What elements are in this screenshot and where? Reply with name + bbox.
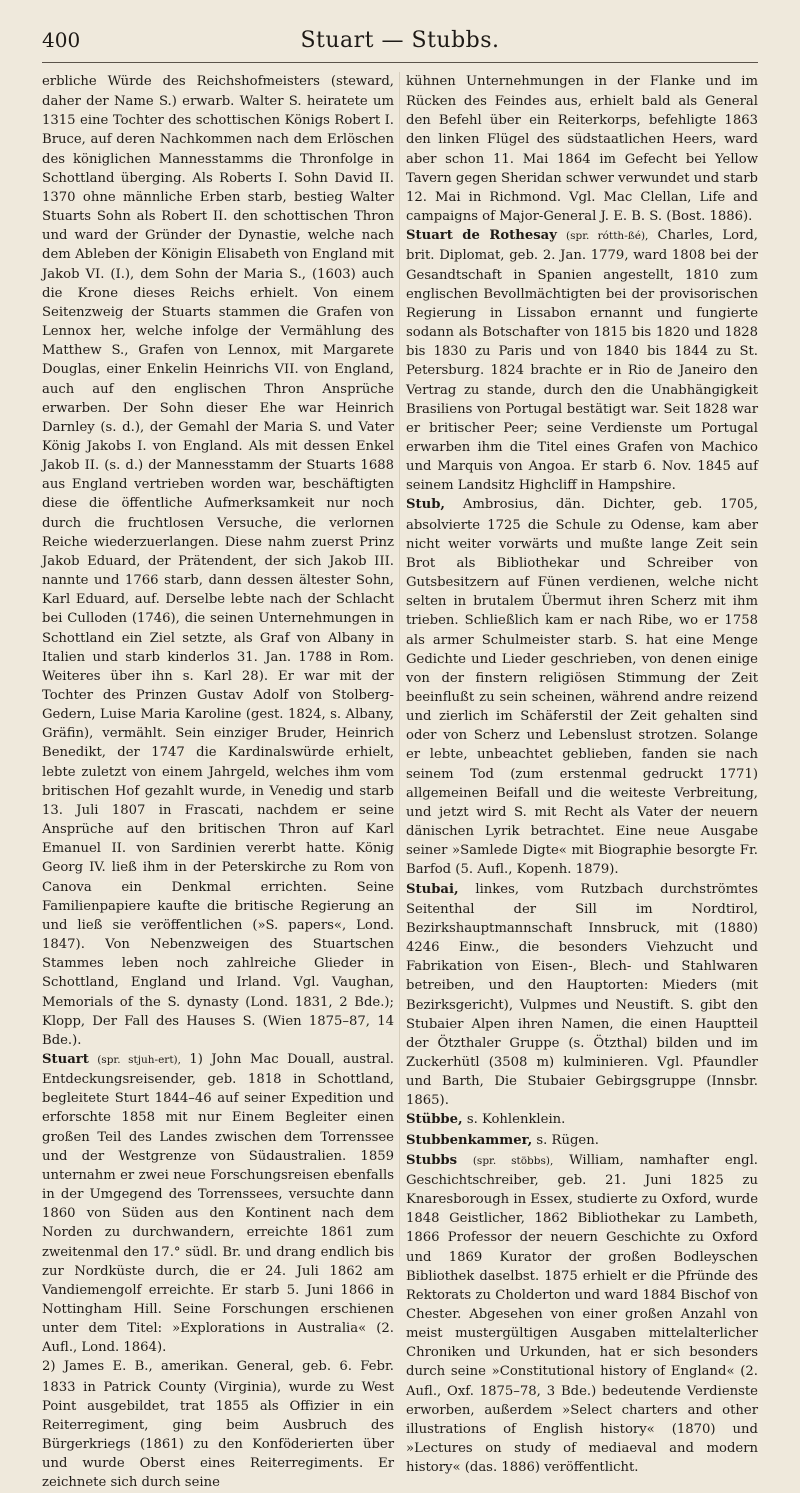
entry-headword: Stuart de Rothesay [406,228,557,244]
entry-text: Charles, Lord, brit. Diplomat, geb. 2. Jan. 1779, ward 1808 bei der Gesandtschaft in Spanien angestellt, 1810 zum englischen Bevollmächtigten bei der provisorischen Regierung in Lissabon ernannt und fungierte sodann als Botschafter von 1815 bis 1820 und 1828 bis 1830 zu Paris und von 1840 bis 1844 zu St. Petersburg. 1824 brachte er in Rio de Janeiro den Vertrag zu stande, durch den die Unabhängigkeit Brasiliens von Portugal bestätigt war. Seit 1828 war er britischer Peer; seine Verdienste um Portugal erwarben ihm die Titel eines Grafen von Machico und Marquis von Angoa. Er starb 6. Nov. 1845 auf seinem Landsitz Highcliff in Hampshire. [406,228,758,494]
entry-paragraph [42,1050,394,1358]
pronunciation: (spr. stöbbs), [472,1154,554,1167]
entry-text: 1) John Mac Douall, austral. Entdeckungsreisender, geb. 1818 in Schottland, begleitete Sturt 1844–46 auf seiner Expedition und erforschte 1858 mit nur Einem Begleiter einen großen Teil des Landes zwischen dem Torrenssee und der Westgrenze von Südaustralien. 1859 unternahm er zwei neue Forschungsreisen ebenfalls in der Umgegend des Torrenssees, versuchte dann 1860 von Süden aus den Kontinent nach dem Norden zu durchwandern, erreichte 1861 zum zweitenmal den 17.° südl. Br. und drang endlich bis zur Nordküste durch, die er 24. Juli 1862 am Vandiemengolf erreichte. Er starb 5. Juni 1866 in Nottingham Hill. Seine Forschungen erschienen unter dem Titel: »Explorations in Australia« (2. Aufl., Lond. 1864). [42,1051,394,1356]
column-divider [399,72,400,1257]
entry-text: Ambrosius, dän. Dichter, geb. 1705, absolvierte 1725 die Schule zu Odense, kam aber nicht weiter vorwärts und mußte lange Zeit sein Brot als Bibliothekar und Schreiber von Gutsbesitzern auf Fünen verdienen, welche nicht selten in brutalem Übermut ihren Scherz mit ihm trieben. Schließlich kam er nach Ribe, wo er 1758 als armer Schulmeister starb. S. hat eine Menge Gedichte und Lieder geschrieben, von denen einige von der finstern religiösen Stimmung der Zeit beeinflußt zu sein scheinen, während andre reizend und zierlich im Schäferstil der Zeit gehalten sind oder von Scherz und Lebenslust strotzen. Solange er lebte, unbeachtet geblieben, fanden sie nach seinem Tod (zum erstenmal gedruckt 1771) allgemeinen Beifall und die weiteste Verbreitung, und jetzt wird S. mit Recht als Vater der neuern dänischen Lyrik betrachtet. Eine neue Ausgabe seiner »Samlede Digte« mit Biographie besorgte Fr. Barfod (5. Aufl., Kopenh. 1879). [406,497,758,878]
entry-paragraph [42,72,394,1050]
left-column [42,72,394,1493]
entry-paragraph [406,1131,758,1151]
pronunciation: (spr. stjuh-ert), [97,1053,181,1066]
entry-headword: Stubbs [406,1152,458,1168]
entry-paragraph [406,226,758,495]
entry-paragraph [406,1110,758,1130]
entry-headword: Stub, [406,497,446,513]
entry-text: 2) James E. B., amerikan. General, geb. 6. Febr. 1833 in Patrick County (Virginia), wurde zu West Point ausgebildet, trat 1855 als Offizier in ein Reiterregiment, ging beim Ausbruch des Bürgerkriegs (1861) zu den Konföderierten über und wurde Oberst eines Reiterregiments. Er zeichnete sich durch seine [42,1359,394,1491]
entry-headword: Stuart [42,1051,89,1067]
entry-text: kühnen Unternehmungen in der Flanke und im Rücken des Feindes aus, erhielt bald als General den Befehl über ein Reiterkorps, befehligte 1863 den linken Flügel des südstaatlichen Heers, ward aber schon 11. Mai 1864 im Gefecht bei Yellow Tavern gegen Sheridan schwer verwundet und starb 12. Mai in Richmond. Vgl. Mac Clellan, Life and campaigns of Major-General J. E. B. S. (Bost. 1886). [406,74,758,225]
entry-paragraph [406,495,758,879]
entry-paragraph [406,72,758,226]
entry-text: s. Rügen. [536,1132,599,1148]
entry-paragraph [406,1151,758,1478]
right-column [406,72,758,1477]
entry-text: s. Kohlenklein. [466,1112,566,1128]
pronunciation: (spr. rótth-ßé), [565,230,649,243]
entry-paragraph [42,1357,394,1492]
entry-headword: Stübbe, [406,1112,463,1128]
entry-paragraph [406,880,758,1111]
running-head: Stuart — Stubbs. [300,28,500,53]
page-number: 400 [42,28,81,52]
entry-text: William, namhafter engl. Geschichtschreiber, geb. 21. Juni 1825 zu Knaresborough in Essex, studierte zu Oxford, wurde 1848 Geistlicher, 1862 Bibliothekar zu Lambeth, 1866 Professor der neuern Geschichte zu Oxford und 1869 Kurator der großen Bodleyschen Bibliothek daselbst. 1875 erhielt er die Pfründe des Rektorats zu Cholderton und ward 1884 Bischof von Chester. Abgesehen von einer großen Anzahl von meist mustergültigen Ausgaben mittelalterlicher Chroniken und Urkunden, hat er sich besonders durch seine »Constitutional history of England« (2. Aufl., Oxf. 1875–78, 3 Bde.) bedeutende Verdienste erworben, außerdem »Select charters and other illustrations of English history« (1870) und »Lectures on study of mediaeval and modern history« (das. 1886) veröffentlicht. [406,1152,758,1476]
entry-headword: Stubai, [406,881,459,897]
entry-text: linkes, vom Rutzbach durchströmtes Seitenthal der Sill im Nordtirol, Bezirkshauptmannschaft Innsbruck, mit (1880) 4246 Einw., die besonders Viehzucht und Fabrikation von Eisen-, Blech- und Stahlwaren betreiben, und den Hauptorten: Mieders (mit Bezirksgericht), Vulpmes und Neustift. S. gibt den Stubaier Alpen ihren Namen, die einen Hauptteil der Ötzthaler Gruppe (s. Ötzthal) bilden und im Zuckerhütl (3508 m) kulminieren. Vgl. Pfaundler und Barth, Die Stubaier Gebirgsgruppe (Innsbr. 1865). [406,881,758,1109]
entry-text: erbliche Würde des Reichshofmeisters (steward, daher der Name S.) erwarb. Walter S. heiratete um 1315 eine Tochter des schottischen Königs Robert I. Bruce, auf deren Nachkommen nach dem Erlöschen des königlichen Mannesstamms die Thronfolge in Schottland überging. Als Roberts I. Sohn David II. 1370 ohne männliche Erben starb, bestieg Walter Stuarts Sohn als Robert II. den schottischen Thron und ward der Gründer der Dynastie, welche nach dem Ableben der Königin Elisabeth von England mit Jakob VI. (I.), dem Sohn der Maria S., (1603) auch die Krone dieses Reichs erhielt. Von einem Seitenzweig der Stuarts stammen die Grafen von Lennox her, welche infolge der Vermählung des Matthew S., Grafen von Lennox, mit Margarete Douglas, einer Enkelin Heinrichs VII. von England, auch auf den englischen Thron Ansprüche erwarben. Der Sohn dieser Ehe war Heinrich Darnley (s. d.), der Gemahl der Maria S. und Vater König Jakobs I. von England. Als mit dessen Enkel Jakob II. (s. d.) der Mannesstamm der Stuarts 1688 aus England vertrieben worden war, beschäftigten diese die öffentliche Aufmerksamkeit nur noch durch die fruchtlosen Versuche, die verlornen Reiche wiederzuerlangen. Diese nahm zuerst Prinz Jakob Eduard, der Prätendent, der sich Jakob III. nannte und 1766 starb, dann dessen ältester Sohn, Karl Eduard, auf. Derselbe lebte nach der Schlacht bei Culloden (1746), die seinen Unternehmungen in Schottland ein Ziel setzte, als Graf von Albany in Italien und starb kinderlos 31. Jan. 1788 in Rom. Weiteres über ihn s. Karl 28). Er war mit der Tochter des Prinzen Gustav Adolf von Stolberg-Gedern, Luise Maria Karoline (gest. 1824, s. Albany, Gräfin), vermählt. Sein einziger Bruder, Heinrich Benedikt, der 1747 die Kardinalswürde erhielt, lebte zuletzt von einem Jahrgeld, welches ihm vom britischen Hof gezahlt wurde, in Venedig und starb 13. Juli 1807 in Frascati, nachdem er seine Ansprüche auf den britischen Thron auf Karl Emanuel II. von Sardinien vererbt hatte. König Georg IV. ließ ihm in der Peterskirche zu Rom von Canova ein Denkmal errichten. Seine Familienpapiere kaufte die britische Regierung an und ließ sie veröffentlichen (»S. papers«, Lond. 1847). Von Nebenzweigen des Stuartschen Stammes leben noch zahlreiche Glieder in Schottland, England und Irland. Vgl. Vaughan, Memorials of the S. dynasty (Lond. 1831, 2 Bde.); Klopp, Der Fall des Hauses S. (Wien 1875–87, 14 Bde.). [42,74,394,1048]
header-rule [42,62,758,63]
entry-headword: Stubbenkammer, [406,1132,533,1148]
